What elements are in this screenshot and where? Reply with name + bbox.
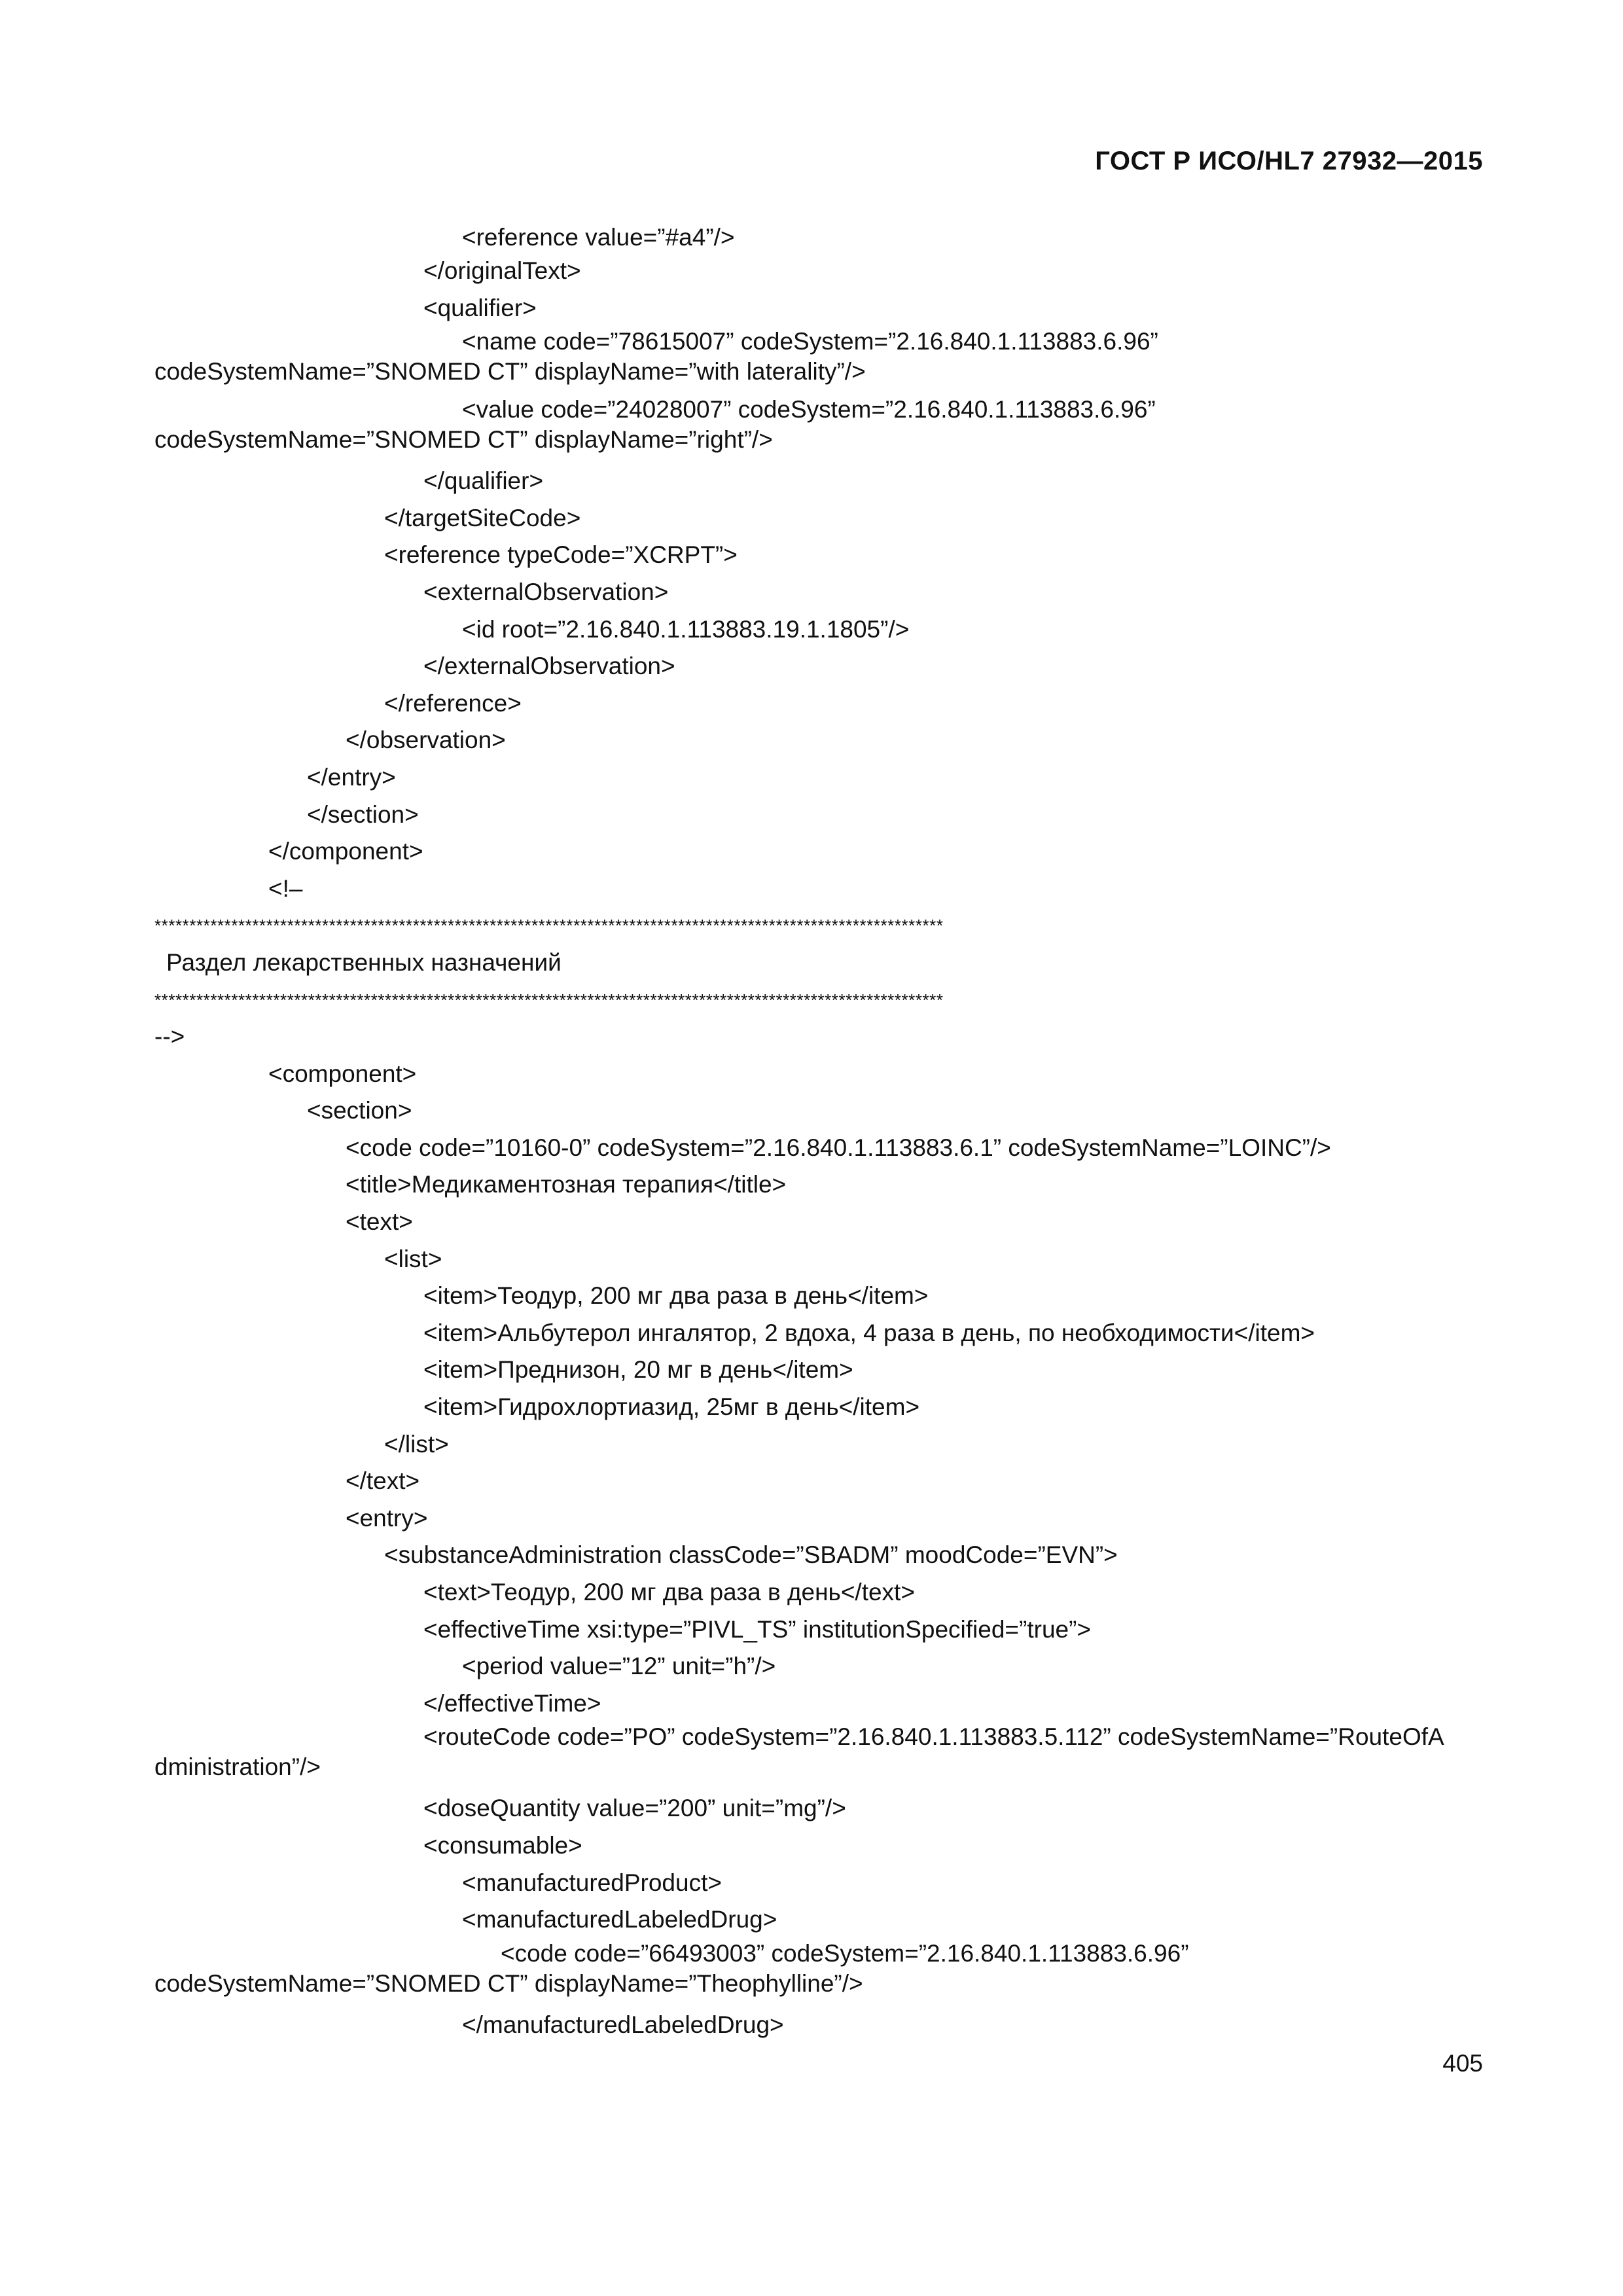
xml-listing (154, 223, 1483, 2043)
code-line: <substanceAdministration classCode=”SBADM” moodCode=”EVN”> (384, 1541, 1118, 1569)
code-line: </section> (307, 800, 419, 828)
code-line: <externalObservation> (423, 578, 669, 605)
code-line: <component> (268, 1060, 417, 1087)
code-line: </originalText> (423, 257, 581, 284)
code-line: </component> (268, 838, 423, 865)
code-line: <code code=”10160-0” codeSystem=”2.16.840.1.113883.6.1” codeSystemName=”LOINC”/> (346, 1134, 1331, 1161)
document-header: ГОСТ Р ИСО/HL7 27932—2015 (1095, 147, 1483, 175)
code-line: </qualifier> (423, 467, 544, 495)
code-line: </manufacturedLabeledDrug> (462, 2011, 784, 2038)
code-line: <manufacturedProduct> (462, 1869, 722, 1896)
code-line: <reference value=”#a4”/> (462, 224, 735, 251)
code-line: <effectiveTime xsi:type=”PIVL_TS” institutionSpecified=”true”> (423, 1615, 1092, 1643)
comment-open: <!– (268, 874, 303, 902)
code-line-continuation: codeSystemName=”SNOMED CT” displayName=”with laterality”/> (154, 358, 866, 386)
list-item-line: <item>Гидрохлортиазид, 25мг в день</item> (423, 1393, 920, 1421)
code-line: <entry> (346, 1504, 428, 1532)
list-item-line: <item>Альбутерол ингалятор, 2 вдоха, 4 раза в день, по необходимости</item> (423, 1319, 1315, 1346)
section-comment-title: Раздел лекарственных назначений (166, 948, 562, 976)
code-line: </text> (346, 1467, 420, 1495)
comment-close: --> (154, 1023, 185, 1050)
comment-separator: ***************************************************************************************************************** (154, 990, 944, 1010)
code-line-continuation: codeSystemName=”SNOMED CT” displayName=”Theophylline”/> (154, 1969, 863, 1997)
code-line: <qualifier> (423, 294, 537, 321)
code-line: <list> (384, 1245, 442, 1272)
code-line: <title>Медикаментозная терапия</title> (346, 1171, 787, 1198)
code-line: <section> (307, 1097, 412, 1124)
code-line: <consumable> (423, 1831, 582, 1859)
code-line-continuation: codeSystemName=”SNOMED CT” displayName=”right”/> (154, 426, 773, 454)
code-line: <code code=”66493003” codeSystem=”2.16.840.1.113883.6.96” (501, 1939, 1189, 1967)
list-item-line: <item>Теодур, 200 мг два раза в день</item> (423, 1282, 929, 1310)
code-line: <reference typeCode=”XCRPT”> (384, 541, 738, 569)
code-line-continuation: dministration”/> (154, 1753, 321, 1781)
code-line: <id root=”2.16.840.1.113883.19.1.1805”/> (462, 615, 910, 643)
code-line: </observation> (346, 726, 506, 754)
code-line: <text>Теодур, 200 мг два раза в день</text> (423, 1579, 915, 1605)
code-line: </list> (384, 1430, 449, 1458)
code-line: </effectiveTime> (423, 1689, 601, 1717)
code-line: <doseQuantity value=”200” unit=”mg”/> (423, 1795, 846, 1822)
code-line: <name code=”78615007” codeSystem=”2.16.840.1.113883.6.96” (462, 328, 1158, 355)
code-line: <manufacturedLabeledDrug> (462, 1906, 777, 1933)
page-number: 405 (1442, 2050, 1483, 2077)
code-line: </targetSiteCode> (384, 504, 581, 531)
code-line: <period value=”12” unit=”h”/> (462, 1653, 776, 1680)
code-line: </externalObservation> (423, 653, 675, 680)
comment-separator: ***************************************************************************************************************** (154, 916, 944, 936)
list-item-line: <item>Преднизон, 20 мг в день</item> (423, 1356, 853, 1384)
code-line: <text> (346, 1208, 413, 1236)
code-line: </reference> (384, 689, 522, 717)
code-line: </entry> (307, 763, 396, 791)
code-line: <routeCode code=”PO” codeSystem=”2.16.840.1.113883.5.112” codeSystemName=”RouteOfA (423, 1723, 1444, 1751)
code-line: <value code=”24028007” codeSystem=”2.16.840.1.113883.6.96” (462, 396, 1156, 423)
